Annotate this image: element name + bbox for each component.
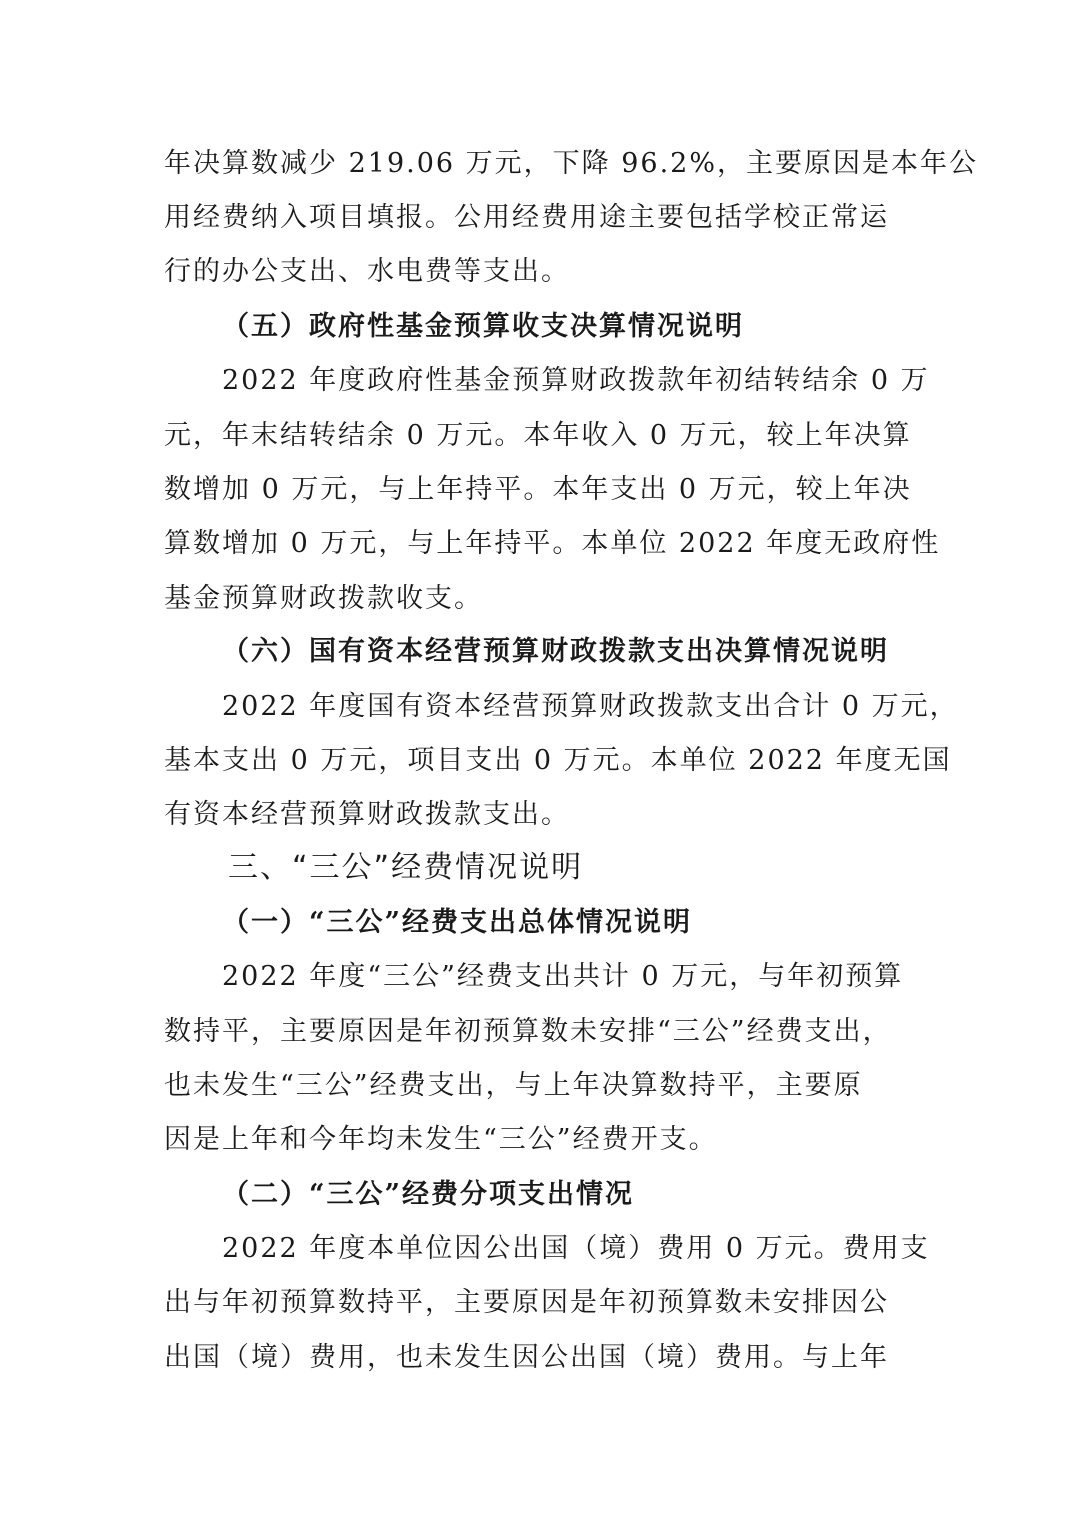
paragraph-line: 2022 年度本单位因公出国（境）费用 0 万元。费用支 — [222, 1233, 930, 1264]
paragraph-line: 因是上年和今年均未发生“三公”经费开支。 — [164, 1124, 718, 1155]
paragraph-line: 算数增加 0 万元，与上年持平。本单位 2022 年度无政府性 — [164, 528, 941, 559]
paragraph-line: 基金预算财政拨款收支。 — [164, 583, 483, 614]
section-heading-2: （二）“三公”经费分项支出情况 — [222, 1179, 635, 1210]
paragraph-line: 出与年初预算数持平，主要原因是年初预算数未安排因公 — [164, 1287, 889, 1318]
paragraph-line: 数持平，主要原因是年初预算数未安排“三公”经费支出， — [164, 1016, 892, 1047]
chapter-heading-3: 三、“三公”经费情况说明 — [228, 850, 584, 885]
section-heading-5: （五）政府性基金预算收支决算情况说明 — [222, 311, 744, 342]
paragraph-line: 行的办公支出、水电费等支出。 — [164, 256, 570, 287]
paragraph-line: 基本支出 0 万元，项目支出 0 万元。本单位 2022 年度无国 — [164, 745, 952, 776]
paragraph-line: 有资本经营预算财政拨款支出。 — [164, 799, 570, 830]
paragraph-line: 也未发生“三公”经费支出，与上年决算数持平，主要原 — [164, 1070, 863, 1101]
section-heading-6: （六）国有资本经营预算财政拨款支出决算情况说明 — [222, 636, 889, 667]
paragraph-line: 2022 年度政府性基金预算财政拨款年初结转结余 0 万 — [222, 365, 930, 396]
section-heading-1: （一）“三公”经费支出总体情况说明 — [222, 907, 693, 938]
paragraph-line: 数增加 0 万元，与上年持平。本年支出 0 万元，较上年决 — [164, 474, 912, 505]
paragraph-line: 用经费纳入项目填报。公用经费用途主要包括学校正常运 — [164, 202, 889, 233]
paragraph-line: 2022 年度“三公”经费支出共计 0 万元，与年初预算 — [222, 961, 904, 992]
paragraph-line: 年决算数减少 219.06 万元，下降 96.2%，主要原因是本年公 — [164, 148, 978, 179]
paragraph-line: 元，年末结转结余 0 万元。本年收入 0 万元，较上年决算 — [164, 420, 912, 451]
paragraph-line: 出国（境）费用，也未发生因公出国（境）费用。与上年 — [164, 1342, 889, 1373]
paragraph-line: 2022 年度国有资本经营预算财政拨款支出合计 0 万元， — [222, 691, 959, 722]
